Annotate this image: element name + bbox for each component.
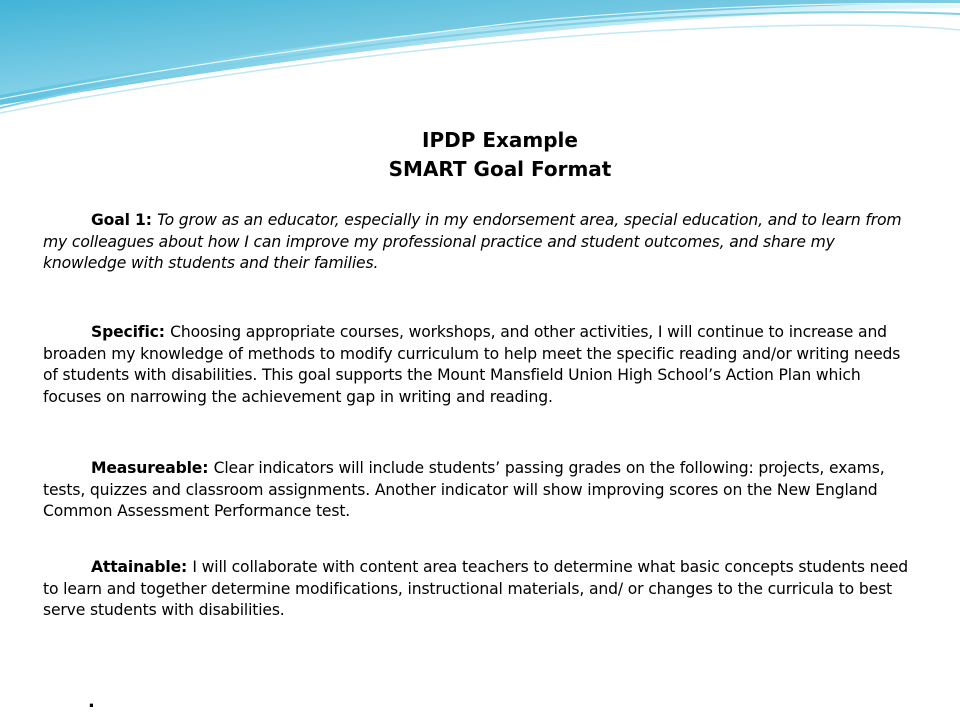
measureable-label: Measureable: xyxy=(91,459,214,477)
specific-text: Choosing appropriate courses, workshops, and other activities, I will continue to increase and broaden my knowledge of methods to modify curriculum to help meet the specific reading and/or writing needs of students with disabilities. This goal supports the Mount Mansfield Union High School’s Action Plan which focuses on narrowing the achievement gap in writing and reading. xyxy=(43,323,901,406)
measureable-paragraph xyxy=(43,458,918,523)
trailing-bullet: . xyxy=(88,691,95,712)
attainable-label: Attainable: xyxy=(91,558,193,576)
title-line-2: SMART Goal Format xyxy=(388,157,612,181)
slide-title xyxy=(0,126,960,184)
goal-label: Goal 1: xyxy=(91,211,158,229)
specific-paragraph xyxy=(43,322,918,408)
measureable-text: Clear indicators will include students’ passing grades on the following: projects, exams, tests, quizzes and classroom assignments. Another indicator will show improving scores on the New England Common Assessment Performance test. xyxy=(43,459,885,520)
specific-label: Specific: xyxy=(91,323,171,341)
title-line-1: IPDP Example xyxy=(422,128,578,152)
goal-paragraph xyxy=(43,210,918,275)
header-wave-decoration xyxy=(0,0,960,115)
goal-text: To grow as an educator, especially in my endorsement area, special education, and to learn from my colleagues about how I can improve my professional practice and student outcomes, and share my knowledge with students and their families. xyxy=(43,211,902,272)
attainable-text: I will collaborate with content area teachers to determine what basic concepts students need to learn and together determine modifications, instructional materials, and/ or changes to the curricula to best serve students with disabilities. xyxy=(43,558,909,619)
attainable-paragraph xyxy=(43,557,918,622)
